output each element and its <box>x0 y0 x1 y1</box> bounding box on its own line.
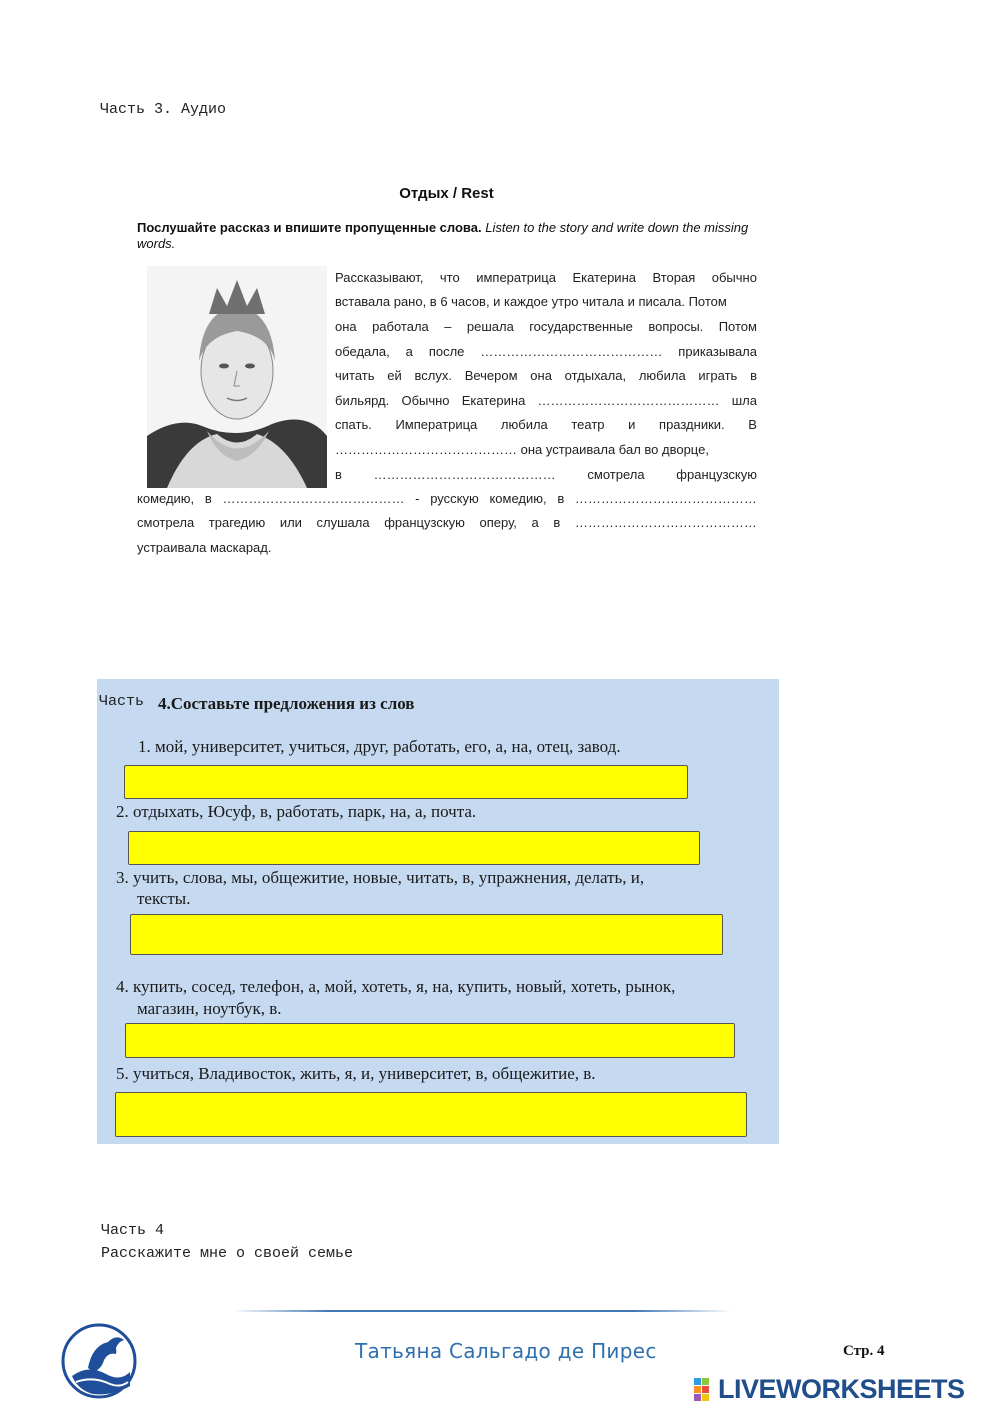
answer-field-1[interactable] <box>124 765 688 799</box>
item-4-words: 4. купить, сосед, телефон, а, мой, хотеть, я, на, купить, новый, хотеть, рынок, <box>116 977 676 996</box>
answer-field-2[interactable] <box>128 831 700 865</box>
story-line-5: читать ей вслух. Вечером она отдыхала, любила играть в <box>335 368 757 383</box>
story-line-1: Рассказывают, что императрица Екатерина Вторая обычно <box>335 270 757 285</box>
part3-heading: Часть 3. Аудио <box>100 101 227 118</box>
blank-5[interactable]: …………………………………… <box>222 491 405 506</box>
story-line-10: комедию, в …………………………………… - русскую комедию, в …………………………………… <box>137 491 757 506</box>
answer-field-4[interactable] <box>125 1023 735 1058</box>
answer-field-3[interactable] <box>130 914 723 955</box>
portrait-image <box>147 266 327 488</box>
story-line-2: вставала рано, в 6 часов, и каждое утро читала и писала. Потом <box>335 294 727 309</box>
blank-4[interactable]: …………………………………… <box>373 467 556 482</box>
exercise-box-title: 4.Составьте предложения из слов <box>158 694 415 713</box>
story-line-7: спать. Императрица любила театр и праздники. В <box>335 417 757 432</box>
story-line-9: в …………………………………… смотрела французскую <box>335 467 757 482</box>
part4-label: Часть <box>99 693 145 710</box>
item-1-words: 1. мой, университет, учиться, друг, работать, его, а, на, отец, завод. <box>138 737 621 756</box>
part4-heading: Часть 4 <box>101 1222 165 1239</box>
story-line-4: обедала, а после …………………………………… приказывала <box>335 344 757 359</box>
footer-divider <box>232 1310 732 1312</box>
family-prompt: Расскажите мне о своей семье <box>101 1245 354 1262</box>
item-3-words: 3. учить, слова, мы, общежитие, новые, читать, в, упражнения, делать, и, <box>116 868 645 887</box>
blank-2[interactable]: …………………………………… <box>537 393 720 408</box>
item-2-words: 2. отдыхать, Юсуф, в, работать, парк, на, а, почта. <box>116 802 477 821</box>
story-line-8: …………………………………… она устраивала бал во дворце, <box>335 442 709 457</box>
pegasus-logo <box>58 1316 140 1402</box>
page-number: Стр. 4 <box>843 1343 885 1359</box>
exercise-title: Отдых / Rest <box>399 185 494 202</box>
story-line-11: смотрела трагедию или слушала французскую оперу, а в …………………………………… <box>137 515 757 530</box>
item-3-words-cont: тексты. <box>137 889 191 908</box>
item-5-words: 5. учиться, Владивосток, жить, я, и, университет, в, общежитие, в. <box>116 1064 596 1083</box>
item-4-words-cont: магазин, ноутбук, в. <box>137 999 282 1018</box>
story-line-3: она работала – решала государственные вопросы. Потом <box>335 319 757 334</box>
answer-field-5[interactable] <box>115 1092 747 1137</box>
blank-6[interactable]: …………………………………… <box>574 491 757 506</box>
story-line-12: устраивала маскарад. <box>137 540 272 555</box>
liveworksheets-wordmark: LIVEWORKSHEETS <box>718 1374 965 1404</box>
blank-1[interactable]: …………………………………… <box>480 344 663 359</box>
blank-7[interactable]: …………………………………… <box>574 515 757 530</box>
author-name: Татьяна Сальгадо де Пирес <box>355 1339 657 1363</box>
instruction-en: Listen to the story and write down the missing words. <box>137 220 749 251</box>
liveworksheets-logo[interactable] <box>694 1374 965 1405</box>
liveworksheets-icon <box>694 1378 718 1402</box>
story-line-6: бильярд. Обычно Екатерина …………………………………… шла <box>335 393 757 408</box>
instruction-ru: Послушайте рассказ и впишите пропущенные слова. <box>137 220 482 235</box>
exercise-instruction <box>137 220 757 252</box>
